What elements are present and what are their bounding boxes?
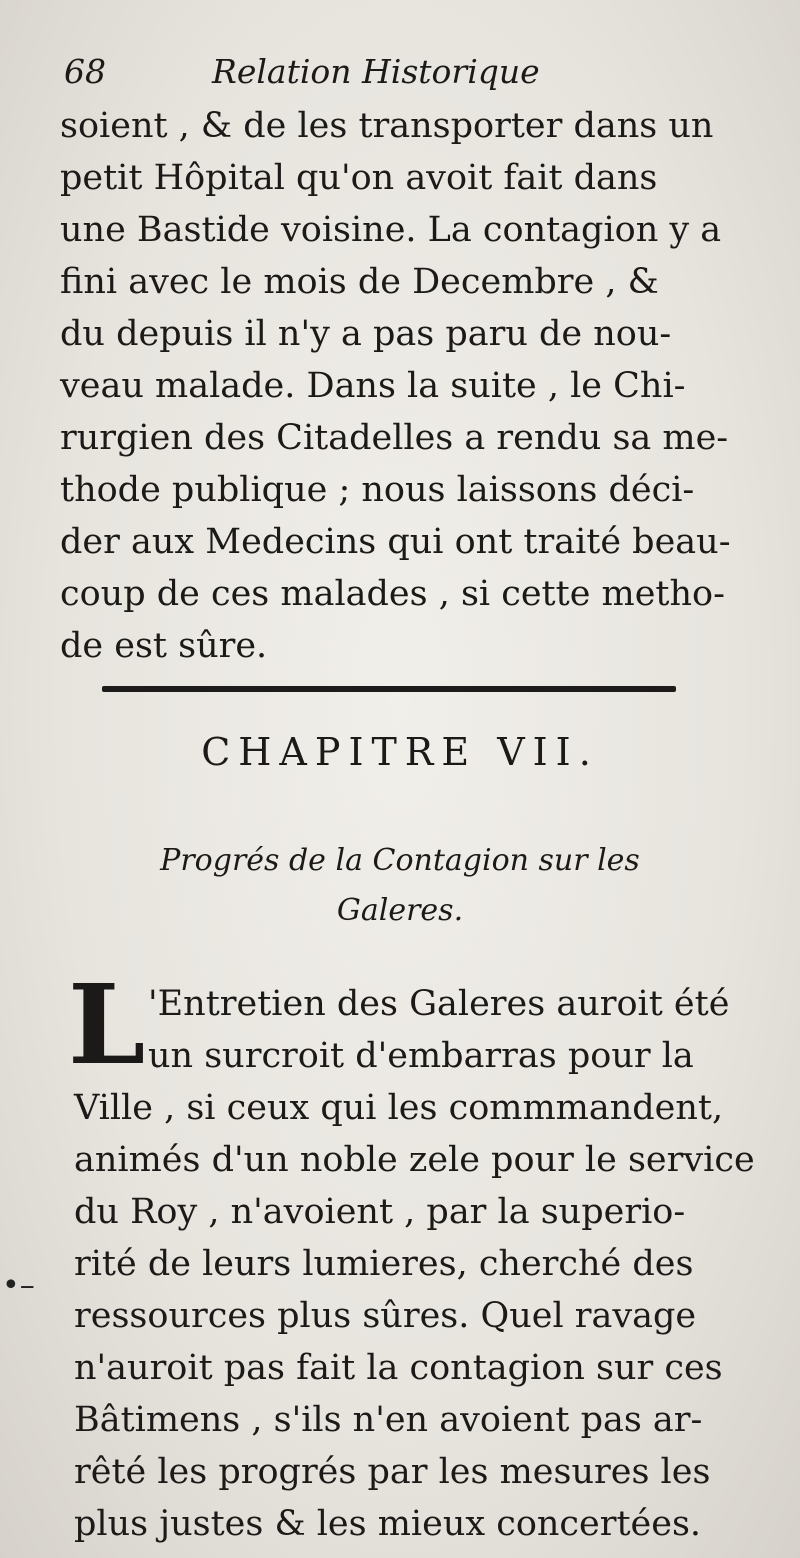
drop-cap: L — [68, 960, 146, 1089]
running-title: Relation Historique — [212, 52, 540, 91]
page-header — [64, 52, 754, 98]
continued-text — [60, 100, 740, 672]
text-line: soient , & de les transporter dans un — [60, 106, 714, 146]
text-line: de est sûre. — [60, 626, 268, 666]
text-line: veau malade. Dans la suite , le Chi- — [60, 366, 686, 406]
text-line: du Roy , n'avoient , par la superio- — [74, 1192, 686, 1232]
text-line: rurgien des Citadelles a rendu sa me- — [60, 418, 729, 458]
chapter-title — [90, 836, 710, 936]
text-line: animés d'un noble zele pour le service — [74, 1140, 755, 1180]
text-line: ressources plus sûres. Quel ravage — [74, 1296, 697, 1336]
text-line: coup de ces malades , si cette metho- — [60, 574, 725, 614]
chapter-heading: CHAPITRE VII. — [201, 730, 599, 774]
text-line: 'Entretien des Galeres auroit été — [148, 984, 730, 1024]
text-line: une Bastide voisine. La contagion y a — [60, 210, 722, 250]
text-line: thode publique ; nous laissons déci- — [60, 470, 695, 510]
margin-mark: •– — [2, 1268, 35, 1303]
text-line: Ville , si ceux qui les commmandent, — [74, 1088, 724, 1128]
text-line: plus justes & les mieux concertées. — [74, 1504, 702, 1544]
text-line: n'auroit pas fait la contagion sur ces — [74, 1348, 723, 1388]
text-line: du depuis il n'y a pas paru de nou- — [60, 314, 672, 354]
chapter-paragraph — [74, 980, 755, 1552]
chapter-title-line: Galeres. — [336, 893, 464, 928]
text-line: Bâtimens , s'ils n'en avoient pas ar- — [74, 1400, 703, 1440]
text-line: rêté les progrés par les mesures les — [74, 1452, 711, 1492]
text-line: fini avec le mois de Decembre , & — [60, 262, 659, 302]
chapter-title-line: Progrés de la Contagion sur les — [160, 843, 640, 878]
section-divider — [102, 686, 676, 692]
text-line: un surcroit d'embarras pour la — [148, 1036, 694, 1076]
text-line: rité de leurs lumieres, cherché des — [74, 1244, 694, 1284]
text-line: der aux Medecins qui ont traité beau- — [60, 522, 731, 562]
page-number: 68 — [64, 52, 106, 91]
text-line: petit Hôpital qu'on avoit fait dans — [60, 158, 658, 198]
